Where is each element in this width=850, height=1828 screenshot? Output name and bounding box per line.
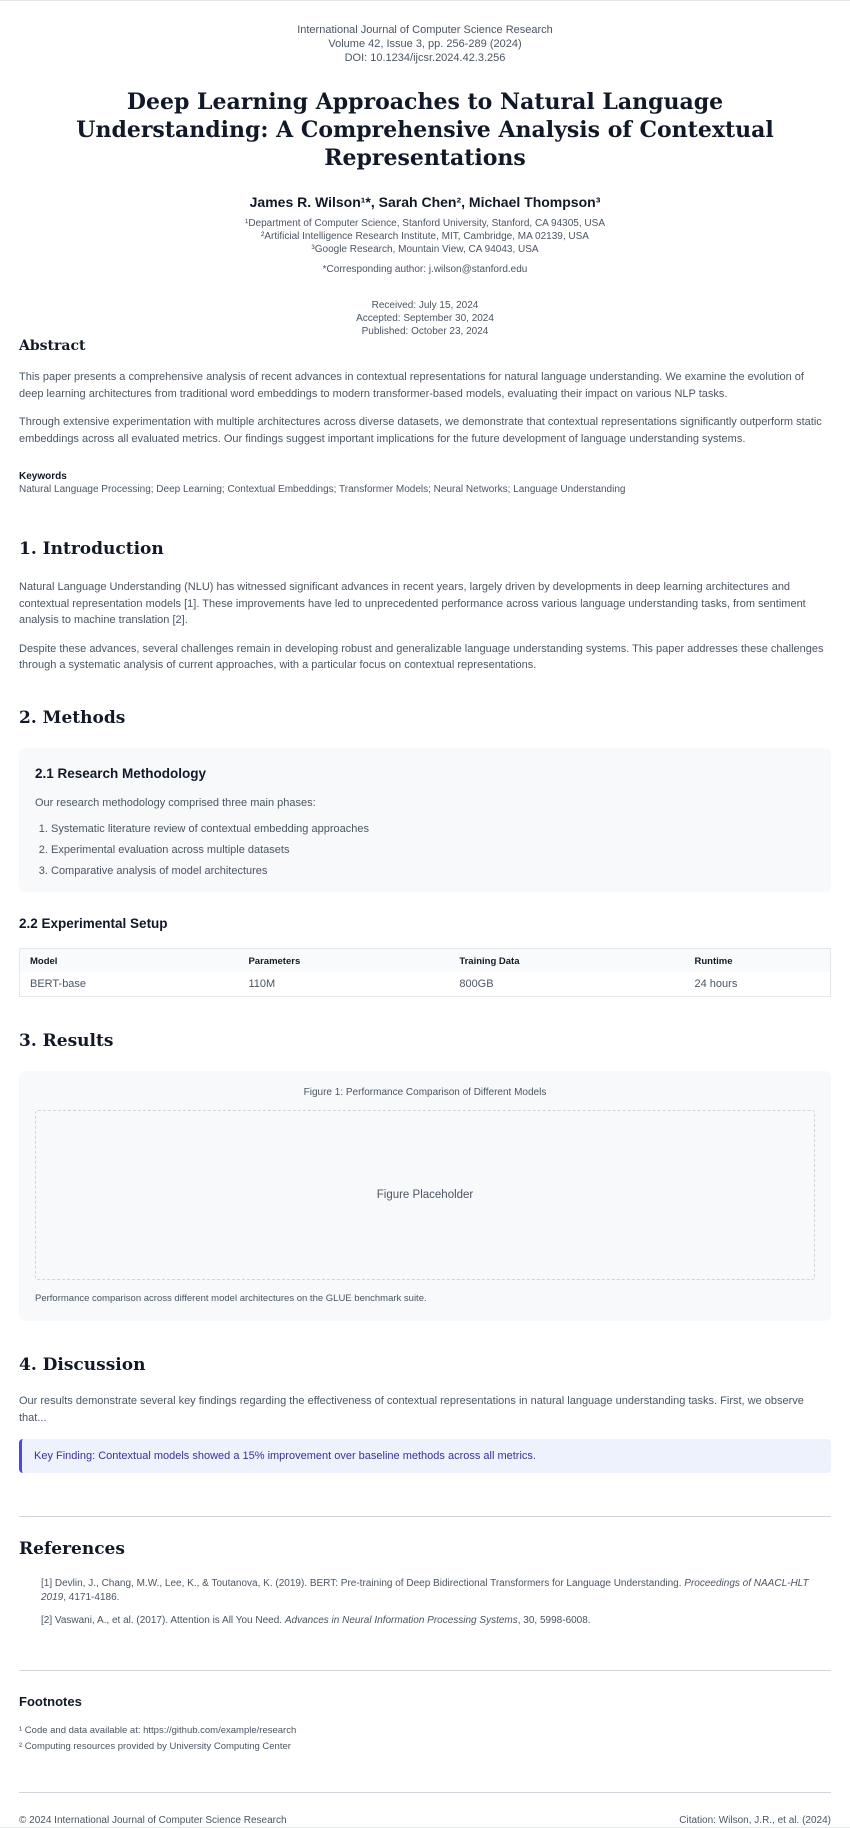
abstract-paragraph: This paper presents a comprehensive analysis of recent advances in contextual representations for natural language understanding. We examine the evolution of deep learning architectures from traditional word embeddings to modern transformer-based models, evaluating their impact on various NLP tasks. bbox=[19, 371, 804, 400]
divider bbox=[19, 1516, 831, 1517]
affiliation-item: ²Artificial Intelligence Research Institute, MIT, Cambridge, MA 02139, USA bbox=[261, 231, 589, 242]
column-header: Parameters bbox=[238, 949, 449, 973]
affiliations bbox=[19, 217, 831, 256]
discussion-paragraph: Our results demonstrate several key findings regarding the effectiveness of contextual representations in natural language understanding tasks. First, we observe that... bbox=[19, 1395, 804, 1424]
table-header-row bbox=[20, 949, 831, 973]
methodology-steps bbox=[35, 823, 815, 877]
figure-placeholder-label: Figure Placeholder bbox=[376, 1189, 474, 1201]
keywords-list: Natural Language Processing; Deep Learning; Contextual Embeddings; Transformer Models; Neural Networks; Language Understanding bbox=[19, 484, 626, 495]
figure-caption: Performance comparison across different model architectures on the GLUE benchmark suite. bbox=[35, 1293, 427, 1304]
reference-text: [1] Devlin, J., Chang, M.W., Lee, K., & Toutanova, K. (2019). BERT: Pre-training of Deep Bidirectional Transformers for Language Understanding. bbox=[41, 1578, 685, 1589]
figure-box bbox=[19, 1071, 831, 1321]
key-finding-callout: Key Finding: Contextual models showed a 15% improvement over baseline methods across all metrics. bbox=[19, 1439, 831, 1473]
results-heading: 3. Results bbox=[19, 1031, 114, 1051]
discussion-heading: 4. Discussion bbox=[19, 1355, 146, 1375]
reference-pages: , 4171-4186. bbox=[63, 1592, 120, 1603]
corresponding-author[interactable]: *Corresponding author: j.wilson@stanford.edu bbox=[322, 264, 528, 275]
table-cell: 24 hours bbox=[685, 972, 831, 997]
introduction-section bbox=[19, 539, 831, 674]
column-header: Model bbox=[20, 949, 239, 973]
column-header: Runtime bbox=[685, 949, 831, 973]
abstract-section bbox=[19, 338, 831, 495]
methods-section bbox=[19, 708, 831, 998]
reference-text: [2] Vaswani, A., et al. (2017). Attention is All You Need. bbox=[41, 1615, 285, 1626]
keywords-label: Keywords bbox=[19, 471, 67, 482]
table-row bbox=[20, 972, 831, 997]
footnote-item: ¹ Code and data available at: https://github.com/example/research bbox=[19, 1725, 297, 1736]
copyright-text: © 2024 International Journal of Computer Science Research bbox=[19, 1815, 287, 1826]
reference-item bbox=[41, 1614, 831, 1628]
article bbox=[19, 1, 831, 1826]
column-header: Training Data bbox=[449, 949, 684, 973]
methodology-box bbox=[19, 748, 831, 893]
methodology-intro: Our research methodology comprised three main phases: bbox=[35, 796, 316, 809]
accepted-date: Accepted: September 30, 2024 bbox=[356, 313, 494, 324]
journal-name: International Journal of Computer Science Research bbox=[297, 24, 553, 36]
setup-heading: 2.2 Experimental Setup bbox=[19, 916, 168, 931]
methodology-heading: 2.1 Research Methodology bbox=[35, 765, 207, 781]
affiliation-item: ¹Department of Computer Science, Stanford University, Stanford, CA 94305, USA bbox=[245, 218, 605, 229]
abstract-paragraph: Through extensive experimentation with multiple architectures across diverse datasets, we demonstrate that contextual representations significantly outperform static embeddings across all evaluated metrics. Our findings suggest important implications for the future development of language understanding systems. bbox=[19, 416, 822, 445]
page-footer bbox=[19, 1815, 831, 1826]
list-item: 1. Systematic literature review of contextual embedding approaches bbox=[51, 823, 815, 835]
reference-pages: , 30, 5998-6008. bbox=[517, 1615, 591, 1626]
list-item: 2. Experimental evaluation across multiple datasets bbox=[51, 844, 815, 856]
publication-dates bbox=[19, 299, 831, 338]
reference-venue: Advances in Neural Information Processing Systems bbox=[284, 1615, 518, 1626]
author-list: James R. Wilson¹*, Sarah Chen², Michael Thompson³ bbox=[249, 194, 601, 210]
list-item: 3. Comparative analysis of model architectures bbox=[51, 865, 815, 877]
divider bbox=[19, 1792, 831, 1793]
methods-heading: 2. Methods bbox=[19, 707, 126, 728]
footnotes-section bbox=[19, 1694, 831, 1752]
affiliation-item: ³Google Research, Mountain View, CA 94043, USA bbox=[311, 244, 539, 255]
results-section bbox=[19, 1031, 831, 1321]
reference-item bbox=[41, 1577, 831, 1605]
discussion-section bbox=[19, 1355, 831, 1473]
published-date: Published: October 23, 2024 bbox=[361, 326, 489, 337]
experimental-setup-table bbox=[19, 948, 831, 997]
figure-title: Figure 1: Performance Comparison of Different Models bbox=[303, 1087, 547, 1098]
abstract-heading: Abstract bbox=[19, 338, 86, 354]
citation-text: Citation: Wilson, J.R., et al. (2024) bbox=[679, 1815, 831, 1826]
footnotes-heading: Footnotes bbox=[19, 1694, 82, 1709]
references-heading: References bbox=[19, 1539, 125, 1559]
divider bbox=[19, 1670, 831, 1671]
introduction-heading: 1. Introduction bbox=[19, 539, 164, 559]
paper-title: Deep Learning Approaches to Natural Language Understanding: A Comprehensive Analysis of Contextual Representations bbox=[76, 89, 774, 171]
journal-volume: Volume 42, Issue 3, pp. 256-289 (2024) bbox=[328, 38, 522, 50]
received-date: Received: July 15, 2024 bbox=[371, 300, 479, 311]
footnote-item: ² Computing resources provided by University Computing Center bbox=[19, 1741, 291, 1752]
figure-placeholder bbox=[35, 1110, 815, 1280]
article-header bbox=[19, 1, 831, 338]
table-cell: 110M bbox=[238, 972, 449, 997]
intro-paragraph: Despite these advances, several challenges remain in developing robust and generalizable language understanding systems. This paper addresses these challenges through a systematic analysis of current approaches, with a particular focus on contextual representations. bbox=[19, 642, 824, 671]
table-cell: BERT-base bbox=[20, 972, 239, 997]
journal-doi[interactable]: DOI: 10.1234/ijcsr.2024.42.3.256 bbox=[344, 52, 506, 64]
table-cell: 800GB bbox=[449, 972, 684, 997]
reference-venue: Proceedings of NAACL-HLT 2019 bbox=[41, 1578, 809, 1603]
intro-paragraph: Natural Language Understanding (NLU) has witnessed significant advances in recent years, largely driven by developments in deep learning architectures and contextual representation models [1]. These improvements have led to unprecedented performance across various language understanding tasks, from sentiment analysis to machine translation [2]. bbox=[19, 581, 806, 626]
references-section bbox=[19, 1539, 831, 1628]
